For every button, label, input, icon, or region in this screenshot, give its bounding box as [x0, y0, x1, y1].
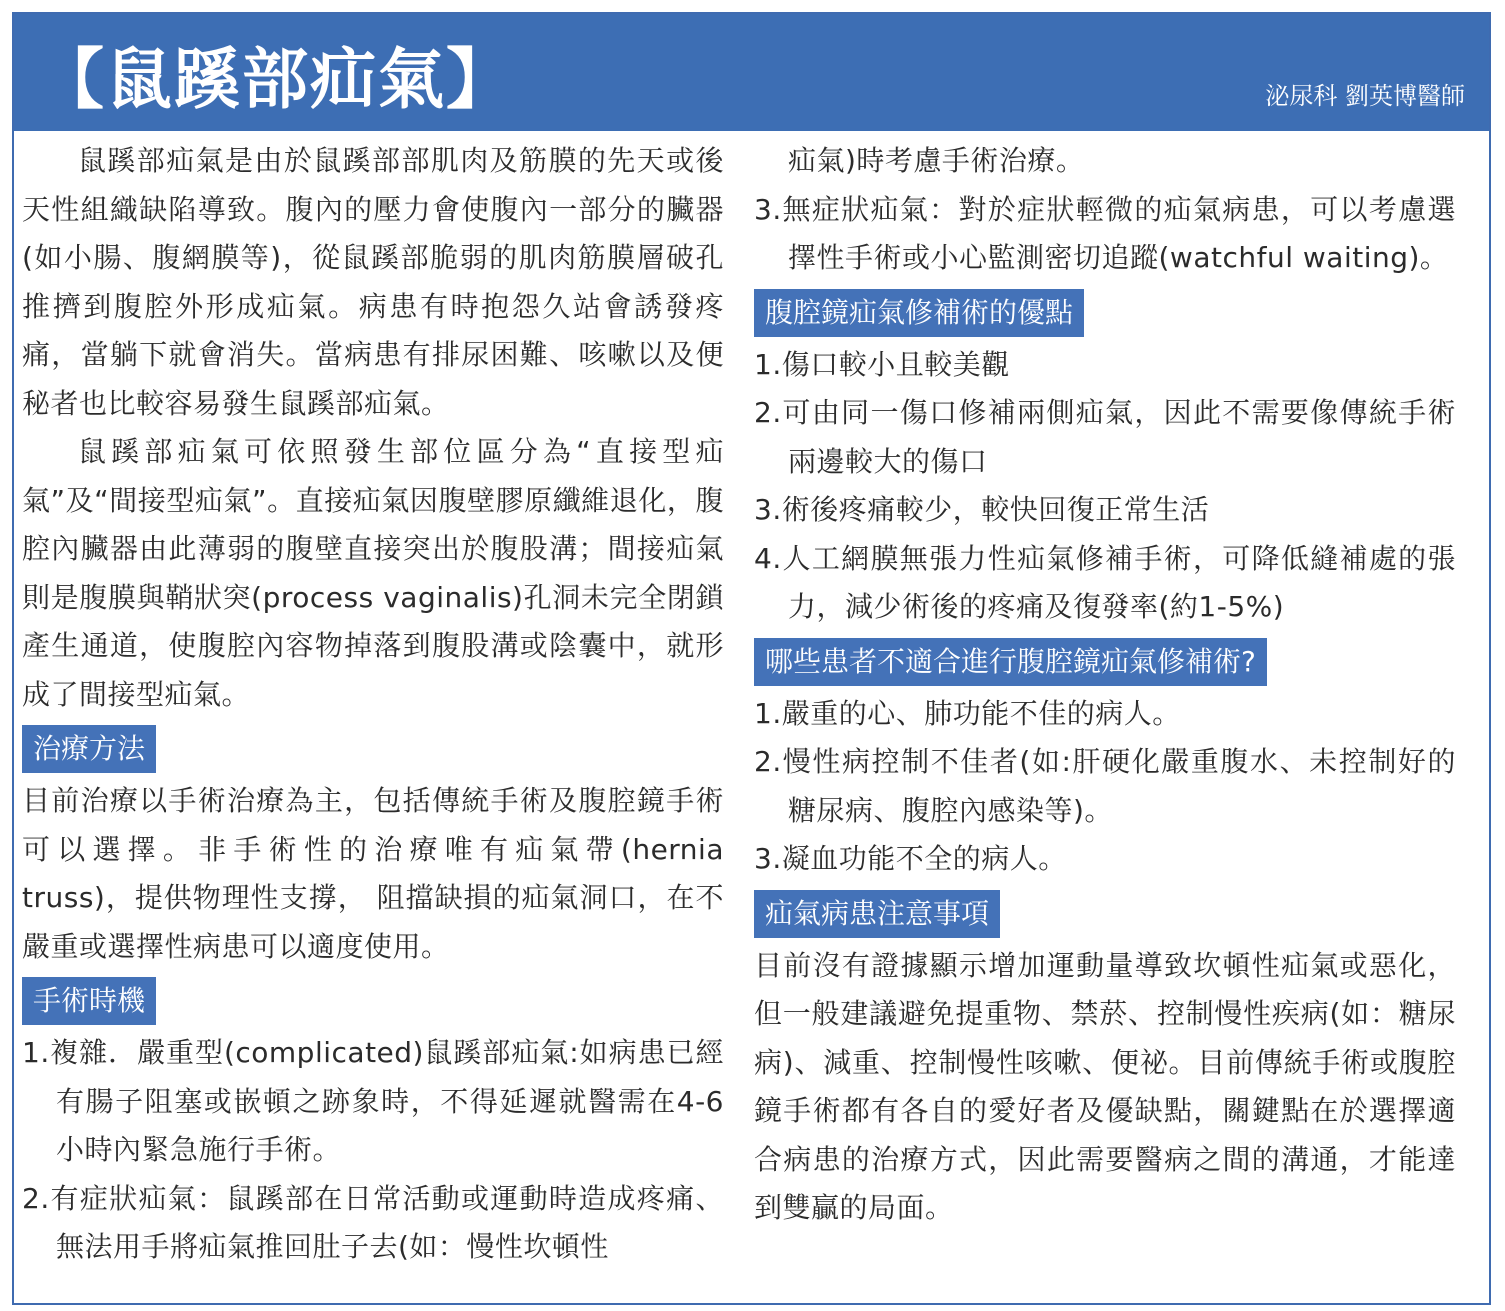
treatment-paragraph: 目前治療以手術治療為主，包括傳統手術及腹腔鏡手術可以選擇。非手術性的治療唯有疝氣帶(hernia truss)，提供物理性支撐， 阻擋缺損的疝氣洞口，在不嚴重或選擇性病患可以適度使用。 — [22, 784, 724, 963]
author-byline: 泌尿科 劉英博醫師 — [1265, 82, 1465, 110]
list-item: 3.術後疼痛較少，較快回復正常生活 — [754, 493, 1210, 526]
left-column — [22, 137, 724, 1272]
section-label-advantages: 腹腔鏡疝氣修補術的優點 — [754, 289, 1084, 337]
section-label-unsuitable: 哪些患者不適合進行腹腔鏡疝氣修補術? — [754, 638, 1267, 686]
list-item: 2.有症狀疝氣：鼠蹊部在日常活動或運動時造成疼痛、無法用手將疝氣推回肚子去(如：慢性坎頓性 — [22, 1181, 724, 1263]
list-item: 1.複雜．嚴重型(complicated)鼠蹊部疝氣:如病患已經有腸子阻塞或嵌頓之跡象時，不得延遲就醫需在4-6小時內緊急施行手術。 — [22, 1036, 724, 1166]
list-item-continuation: 疝氣)時考慮手術治療。 — [788, 144, 1085, 177]
timing-list — [22, 1029, 724, 1272]
intro-paragraph-1: 鼠蹊部疝氣是由於鼠蹊部部肌肉及筋膜的先天或後天性組織缺陷導致。腹內的壓力會使腹內一部分的臟器(如小腸、腹網膜等)，從鼠蹊部脆弱的肌肉筋膜層破孔推擠到腹腔外形成疝氣。病患有時抱怨久站會誘發疼痛，當躺下就會消失。當病患有排尿困難、咳嗽以及便秘者也比較容易發生鼠蹊部疝氣。 — [22, 144, 724, 420]
right-column — [754, 137, 1456, 1233]
list-item: 3.無症狀疝氣：對於症狀輕微的疝氣病患，可以考慮選擇性手術或小心監測密切追蹤(watchful waiting)。 — [754, 192, 1456, 274]
list-item: 4.人工網膜無張力性疝氣修補手術，可降低縫補處的張力，減少術後的疼痛及復發率(約1-5%) — [754, 541, 1456, 623]
list-item: 3.凝血功能不全的病人。 — [754, 842, 1067, 875]
unsuitable-list — [754, 690, 1456, 884]
timing-list-continued — [754, 137, 1456, 283]
notes-paragraph: 目前沒有證據顯示增加運動量導致坎頓性疝氣或惡化，但一般建議避免提重物、禁菸、控制慢性疾病(如：糖尿病)、減重、控制慢性咳嗽、便祕。目前傳統手術或腹腔鏡手術都有各自的愛好者及優缺點，關鍵點在於選擇適合病患的治療方式，因此需要醫病之間的溝通，才能達到雙贏的局面。 — [754, 948, 1456, 1224]
list-item: 2.可由同一傷口修補兩側疝氣，因此不需要像傳統手術兩邊較大的傷口 — [754, 396, 1456, 478]
list-item: 1.傷口較小且較美觀 — [754, 347, 1010, 381]
advantages-list — [754, 341, 1456, 632]
section-label-timing: 手術時機 — [22, 977, 156, 1025]
intro-paragraph-2: 鼠蹊部疝氣可依照發生部位區分為“直接型疝氣”及“間接型疝氣”。直接疝氣因腹壁膠原纖維退化，腹腔內臟器由此薄弱的腹壁直接突出於腹股溝；間接疝氣則是腹膜與鞘狀突(process vaginalis)孔洞未完全閉鎖產生通道，使腹腔內容物掉落到腹股溝或陰囊中，就形成了間接型疝氣。 — [22, 435, 724, 711]
article-title: 【鼠蹊部疝氣】 — [38, 40, 514, 118]
list-item: 1.嚴重的心、肺功能不佳的病人。 — [754, 696, 1181, 730]
header-bar — [14, 14, 1489, 131]
list-item: 2.慢性病控制不佳者(如:肝硬化嚴重腹水、未控制好的糖尿病、腹腔內感染等)。 — [754, 745, 1456, 827]
section-label-notes: 疝氣病患注意事項 — [754, 890, 1000, 938]
section-label-treatment: 治療方法 — [22, 725, 156, 773]
